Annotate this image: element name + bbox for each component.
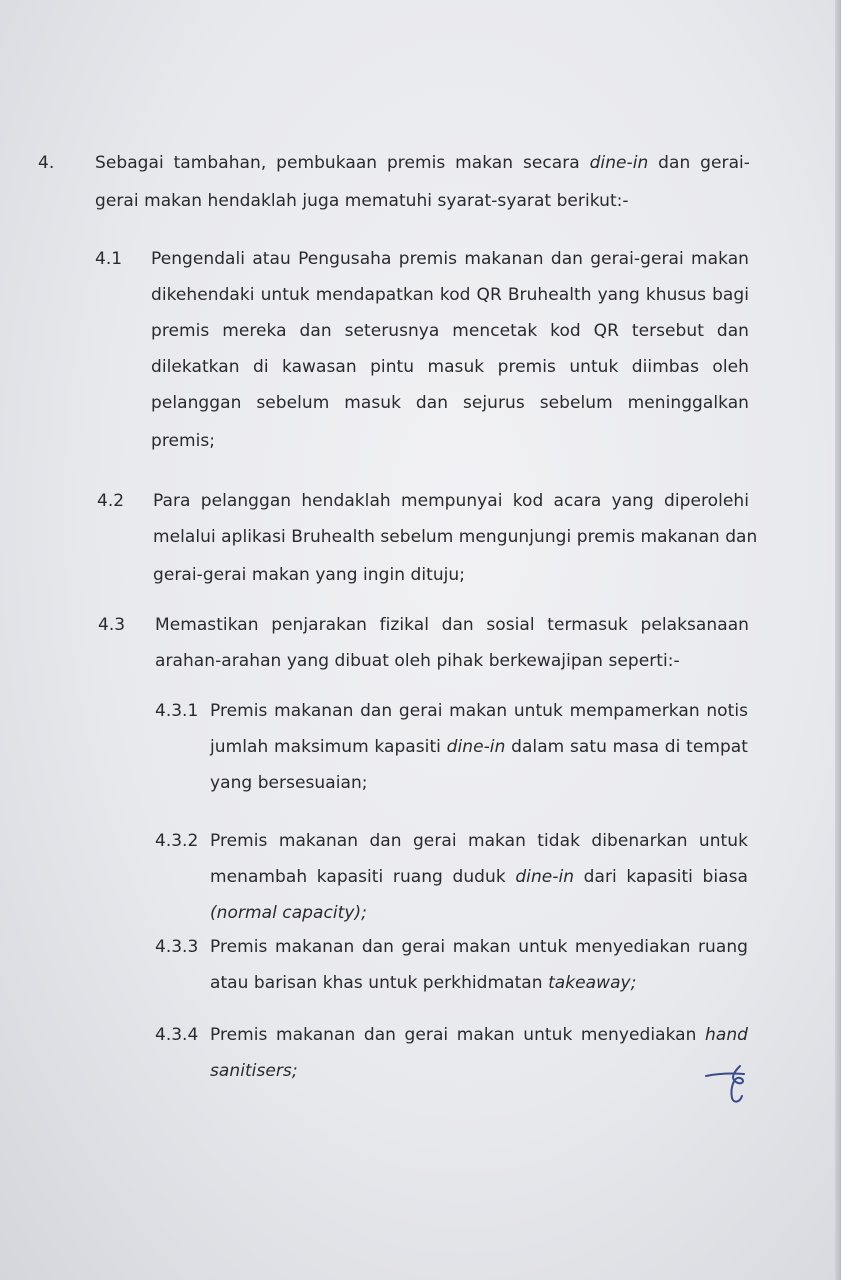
item-number-4-3-1: 4.3.1 <box>155 701 199 721</box>
item-4-2-line: melalui aplikasi Bruhealth sebelum mengunjungi premis makanan dan <box>153 527 758 547</box>
section-number: 4. <box>38 153 55 173</box>
item-4-3-line: arahan-arahan yang dibuat oleh pihak berkewajipan seperti:- <box>155 651 680 671</box>
item-4-1-line: dilekatkan di kawasan pintu masuk premis untuk diimbas oleh <box>151 357 749 377</box>
item-number-4-3: 4.3 <box>98 615 126 635</box>
handwritten-initials-signature <box>700 1062 760 1110</box>
item-4-1-line: pelanggan sebelum masuk dan sejurus sebelum meninggalkan <box>151 393 749 413</box>
section-intro-line-2: gerai makan hendaklah juga mematuhi syarat-syarat berikut:- <box>95 191 629 211</box>
section-intro-line-1: Sebagai tambahan, pembukaan premis makan secara dine-in dan gerai- <box>95 153 750 173</box>
item-4-3-2-line-2: menambah kapasiti ruang duduk dine-in dari kapasiti biasa <box>210 867 749 887</box>
item-4-3-line: Memastikan penjarakan fizikal dan sosial termasuk pelaksanaan <box>155 615 749 635</box>
item-4-2-line: gerai-gerai makan yang ingin dituju; <box>153 565 466 585</box>
item-4-3-3-line-1: Premis makanan dan gerai makan untuk menyediakan ruang <box>210 937 748 957</box>
item-4-3-1-line-1: Premis makanan dan gerai makan untuk mempamerkan notis <box>210 701 748 721</box>
item-4-3-3-line-2: atau barisan khas untuk perkhidmatan takeaway; <box>210 973 637 993</box>
item-4-3-1-line-3: yang bersesuaian; <box>210 773 368 793</box>
item-4-3-2-line-1: Premis makanan dan gerai makan tidak dibenarkan untuk <box>210 831 748 851</box>
item-4-3-2-line-3: (normal capacity); <box>210 903 367 923</box>
item-4-1-line: premis; <box>151 431 216 451</box>
item-4-3-1-line-2: jumlah maksimum kapasiti dine-in dalam satu masa di tempat <box>210 737 748 757</box>
item-4-3-4-line-1: Premis makanan dan gerai makan untuk menyediakan hand <box>210 1025 748 1045</box>
item-4-2-line: Para pelanggan hendaklah mempunyai kod acara yang diperolehi <box>153 491 749 511</box>
item-number-4-3-3: 4.3.3 <box>155 937 199 957</box>
item-4-3-4-line-2: sanitisers; <box>210 1061 298 1081</box>
item-4-1-line: dikehendaki untuk mendapatkan kod QR Bruhealth yang khusus bagi <box>151 285 749 305</box>
item-number-4-2: 4.2 <box>97 491 125 511</box>
item-number-4-1: 4.1 <box>95 249 123 269</box>
item-4-1-line: premis mereka dan seterusnya mencetak kod QR tersebut dan <box>151 321 749 341</box>
item-4-1-line: Pengendali atau Pengusaha premis makanan dan gerai-gerai makan <box>151 249 749 269</box>
item-number-4-3-4: 4.3.4 <box>155 1025 199 1045</box>
page-edge-shadow <box>835 0 841 1280</box>
item-number-4-3-2: 4.3.2 <box>155 831 199 851</box>
